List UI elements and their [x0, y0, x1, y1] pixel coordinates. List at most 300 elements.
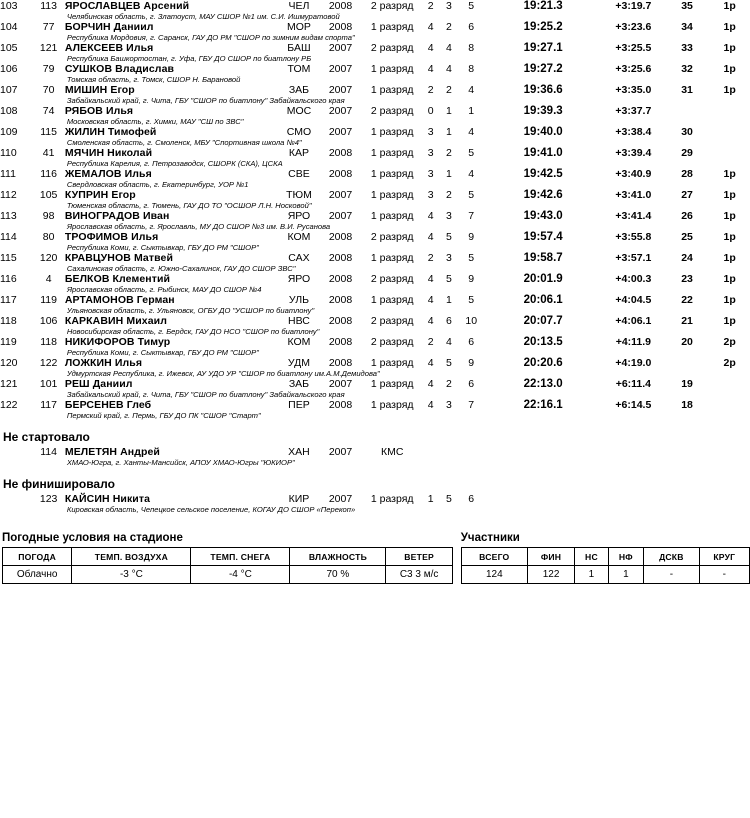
row-name: ЛОЖКИН Илья [64, 357, 143, 369]
row-shoot-1-cell [422, 21, 440, 33]
row-shoot-1: 4 [427, 42, 434, 54]
row-time: 19:27.2 [523, 63, 563, 75]
row-rank-cell [0, 42, 32, 54]
row-region-cell [280, 189, 319, 201]
row-year-cell [318, 63, 363, 75]
row-behind: +3:41.0 [615, 189, 652, 201]
row-category-cell [363, 336, 422, 348]
row-club: Ярославская область, г. Ярославль, МУ ДО СШОР №3 им. В.И. Русанова [66, 222, 331, 231]
row-spacer-1-cell [484, 357, 512, 369]
row-rank-cell [0, 231, 32, 243]
row-club-spacer [0, 458, 65, 467]
row-shoot-2: 1 [446, 294, 452, 306]
row-bib: 101 [39, 378, 58, 390]
row-shoot-1: 3 [427, 168, 434, 180]
row-category-cell [363, 273, 422, 285]
row-bib: 121 [39, 42, 58, 54]
row-spacer-1-cell [484, 446, 512, 458]
row-points-cell [665, 252, 710, 264]
row-time-cell [513, 273, 574, 285]
row-bib: 98 [42, 210, 55, 222]
participants-value-0: 124 [461, 566, 527, 584]
row-region: ЯРО [287, 273, 311, 285]
row-shoot-1-cell [422, 336, 440, 348]
row-category: 1 разряд [370, 493, 414, 505]
row-region-cell [280, 126, 319, 138]
row-points-cell [665, 210, 710, 222]
row-rank-category-cell [709, 84, 750, 96]
row-name: ВИНОГРАДОВ Иван [64, 210, 170, 222]
row-category-cell [363, 252, 422, 264]
row-bib: 115 [40, 126, 57, 138]
row-shoot-2: 5 [446, 357, 452, 369]
row-category-cell [363, 210, 422, 222]
row-shoot-2-cell [440, 168, 458, 180]
row-behind-cell [602, 378, 665, 390]
row-shoot-total-cell [458, 399, 484, 411]
row-rank: 112 [0, 189, 17, 201]
row-year: 2007 [328, 105, 353, 117]
row-behind-cell [602, 446, 665, 458]
row-year-cell [318, 105, 363, 117]
row-category-cell [363, 357, 422, 369]
table-row-club [0, 222, 750, 231]
row-rank-category: 1р [723, 210, 736, 222]
participants-header-0: ВСЕГО [461, 548, 527, 566]
row-shoot-total-cell [458, 273, 484, 285]
row-category: 1 разряд [370, 294, 414, 306]
table-row-club [0, 201, 750, 210]
row-rank-category-cell [709, 357, 750, 369]
row-region-cell [280, 21, 319, 33]
row-category: 1 разряд [370, 189, 414, 201]
row-name-cell [65, 336, 280, 348]
row-time-cell [513, 378, 574, 390]
row-year-cell [318, 147, 363, 159]
row-shoot-total-cell [458, 357, 484, 369]
participants-value-1: 122 [527, 566, 574, 584]
row-year-cell [318, 126, 363, 138]
row-year-cell [318, 42, 363, 54]
row-spacer-2-cell [574, 21, 602, 33]
row-category: 1 разряд [370, 357, 414, 369]
row-behind: +3:57.1 [615, 252, 652, 264]
participants-value-4: - [644, 566, 699, 584]
weather-value-3: 70 % [290, 566, 386, 584]
row-rank-cell [0, 446, 32, 458]
row-behind: +4:19.0 [615, 357, 652, 369]
row-club-spacer [0, 348, 65, 357]
row-points: 22 [681, 294, 693, 306]
table-row-club [0, 327, 750, 336]
row-shoot-1-cell [422, 294, 440, 306]
row-bib-cell [32, 294, 64, 306]
row-shoot-total-cell [458, 493, 484, 505]
row-club: Забайкальский край, г. Чита, ГБУ "СШОР по биатлону" Забайкальского края [66, 96, 345, 105]
row-name: НИКИФОРОВ Тимур [64, 336, 171, 348]
row-club: Ульяновская область, г. Ульяновск, ОГБУ ДО "УСШОР по биатлону" [66, 306, 315, 315]
row-bib: 122 [39, 357, 58, 369]
row-shoot-total: 6 [468, 493, 475, 505]
row-year-cell [318, 357, 363, 369]
row-name-cell [65, 252, 280, 264]
row-club-spacer [0, 54, 65, 63]
row-shoot-2-cell [440, 84, 458, 96]
weather-header-3: ВЛАЖНОСТЬ [290, 548, 386, 566]
row-year: 2008 [328, 147, 353, 159]
row-club: ХМАО-Югра, г. Ханты-Мансийск, АПОУ ХМАО-Югры "ЮКИОР" [66, 458, 295, 467]
row-club: Челябинская область, г. Златоуст, МАУ СШОР №1 им. С.И. Ишмуратовой [66, 12, 340, 21]
row-name: МЕЛЕТЯН Андрей [64, 446, 160, 458]
row-shoot-2: 4 [446, 42, 452, 54]
row-region-cell [280, 42, 319, 54]
row-rank: 119 [0, 336, 17, 348]
row-bib-cell [32, 189, 64, 201]
row-rank: 115 [0, 252, 17, 264]
row-club-spacer [0, 117, 65, 126]
row-points-cell [665, 336, 710, 348]
row-behind: +3:55.8 [615, 231, 652, 243]
table-row [0, 84, 750, 96]
weather-value-1: -3 °C [72, 566, 191, 584]
row-shoot-1-cell [422, 493, 440, 505]
table-row-club [0, 159, 750, 168]
row-behind: +3:23.6 [615, 21, 652, 33]
row-spacer-1-cell [484, 21, 512, 33]
row-shoot-total: 7 [468, 210, 475, 222]
row-spacer-1-cell [484, 84, 512, 96]
row-bib-cell [32, 231, 64, 243]
row-name-cell [65, 21, 280, 33]
row-bib-cell [32, 168, 64, 180]
row-spacer-2-cell [574, 336, 602, 348]
row-club: Смоленская область, г. Смоленск, МБУ "Спортивная школа №4" [66, 138, 302, 147]
row-year-cell [318, 378, 363, 390]
row-rank-category-cell [709, 105, 750, 117]
row-rank: 116 [0, 273, 17, 285]
row-shoot-2-cell [440, 446, 458, 458]
weather-header-4: ВЕТЕР [386, 548, 452, 566]
row-spacer-2-cell [574, 378, 602, 390]
row-shoot-total-cell [458, 105, 484, 117]
row-rank-cell [0, 378, 32, 390]
row-rank-cell [0, 147, 32, 159]
row-time: 22:16.1 [523, 399, 563, 411]
row-shoot-total-cell [458, 378, 484, 390]
row-time-cell [513, 231, 574, 243]
row-time-cell [513, 21, 574, 33]
row-year: 2008 [328, 294, 353, 306]
row-category-cell [363, 189, 422, 201]
row-year-cell [318, 336, 363, 348]
table-row-club [0, 96, 750, 105]
row-bib-cell [32, 493, 64, 505]
row-name: КРАВЦУНОВ Матвей [64, 252, 174, 264]
row-bib-cell [32, 63, 64, 75]
row-behind: +3:25.6 [615, 63, 652, 75]
row-rank-category-cell [709, 336, 750, 348]
row-name-cell [65, 273, 280, 285]
row-time-cell [513, 0, 574, 12]
row-shoot-1-cell [422, 357, 440, 369]
row-behind-cell [602, 273, 665, 285]
row-year: 2008 [328, 168, 353, 180]
row-points-cell [665, 315, 710, 327]
row-year-cell [318, 168, 363, 180]
row-rank-category-cell [709, 315, 750, 327]
row-points: 26 [681, 210, 693, 222]
row-category: 1 разряд [370, 399, 414, 411]
row-rank-category-cell [709, 42, 750, 54]
row-shoot-1: 4 [427, 315, 434, 327]
row-category-cell [363, 231, 422, 243]
row-shoot-2-cell [440, 126, 458, 138]
row-shoot-2-cell [440, 493, 458, 505]
row-region-cell [280, 84, 319, 96]
row-club: Тюменская область, г. Тюмень, ГАУ ДО ТО "ОСШОР Л.Н. Носковой" [66, 201, 312, 210]
row-shoot-1-cell [422, 168, 440, 180]
row-club: Республика Мордовия, г. Саранск, ГАУ ДО РМ "СШОР по зимним видам спорта" [66, 33, 355, 42]
row-year-cell [318, 0, 363, 12]
dns-section-title: Не стартовало [3, 430, 90, 444]
row-time-cell [513, 126, 574, 138]
row-shoot-total: 9 [468, 273, 475, 285]
row-club-spacer [0, 33, 65, 42]
row-behind: +4:00.3 [615, 273, 652, 285]
row-shoot-total-cell [458, 315, 484, 327]
row-spacer-1-cell [484, 63, 512, 75]
row-shoot-1-cell [422, 252, 440, 264]
row-shoot-total-cell [458, 84, 484, 96]
row-year: 2007 [328, 378, 353, 390]
participants-table [461, 547, 750, 584]
row-shoot-2-cell [440, 315, 458, 327]
row-shoot-1-cell [422, 0, 440, 12]
row-year-cell [318, 252, 363, 264]
row-shoot-2: 2 [446, 378, 452, 390]
row-year-cell [318, 84, 363, 96]
row-points: 24 [681, 252, 693, 264]
row-year: 2007 [328, 63, 353, 75]
row-spacer-1-cell [484, 378, 512, 390]
table-row-club [0, 180, 750, 189]
row-time: 19:36.6 [523, 84, 563, 96]
bottom-blocks [0, 532, 750, 584]
row-spacer-2-cell [574, 357, 602, 369]
row-shoot-1: 2 [427, 0, 434, 12]
list-item [0, 493, 750, 505]
row-name-cell [65, 294, 280, 306]
row-bib: 117 [40, 399, 57, 411]
row-time-cell [513, 493, 574, 505]
row-category: 1 разряд [370, 210, 414, 222]
table-row-club [0, 411, 750, 420]
weather-header-1: ТЕМП. ВОЗДУХА [72, 548, 191, 566]
row-name: ЯРОСЛАВЦЕВ Арсений [64, 0, 190, 12]
row-shoot-2-cell [440, 21, 458, 33]
row-bib-cell [32, 42, 64, 54]
row-points: 25 [681, 231, 693, 243]
row-name-cell [65, 378, 280, 390]
row-region-cell [280, 63, 319, 75]
row-region-cell [280, 147, 319, 159]
row-points-cell [665, 147, 710, 159]
row-region: ХАН [288, 446, 310, 458]
row-spacer-2-cell [574, 252, 602, 264]
row-shoot-2-cell [440, 105, 458, 117]
table-row [0, 294, 750, 306]
row-time: 20:20.6 [523, 357, 563, 369]
row-points-cell [665, 493, 710, 505]
row-points-cell [665, 21, 710, 33]
row-club-spacer [0, 411, 65, 420]
list-item-club [0, 505, 750, 514]
row-year: 2008 [328, 0, 353, 12]
row-points-cell [665, 231, 710, 243]
row-rank: 110 [0, 147, 17, 159]
row-shoot-1: 4 [427, 63, 434, 75]
row-region-cell [280, 378, 319, 390]
row-shoot-total-cell [458, 63, 484, 75]
row-club-spacer [0, 285, 65, 294]
row-spacer-2-cell [574, 231, 602, 243]
table-row-club [0, 306, 750, 315]
row-time-cell [513, 210, 574, 222]
row-points: 28 [681, 168, 693, 180]
row-club: Московская область, г. Химки, МАУ "СШ по ЗВС" [66, 117, 244, 126]
row-points-cell [665, 294, 710, 306]
row-shoot-total: 1 [468, 105, 475, 117]
row-bib-cell [32, 357, 64, 369]
row-time: 19:58.7 [523, 252, 563, 264]
row-behind-cell [602, 294, 665, 306]
row-shoot-2-cell [440, 42, 458, 54]
row-region: ПЕР [288, 399, 310, 411]
row-shoot-1: 4 [427, 294, 434, 306]
row-spacer-1-cell [484, 315, 512, 327]
dnf-table [0, 493, 750, 514]
table-row-club [0, 117, 750, 126]
table-row-club [0, 138, 750, 147]
table-row [0, 42, 750, 54]
dnf-section-title: Не финишировало [3, 477, 115, 491]
table-row [0, 273, 750, 285]
row-shoot-2-cell [440, 0, 458, 12]
row-spacer-2-cell [574, 105, 602, 117]
row-shoot-total: 8 [468, 42, 475, 54]
row-shoot-total: 5 [468, 0, 475, 12]
row-spacer-1-cell [484, 147, 512, 159]
row-shoot-total: 6 [468, 336, 475, 348]
row-name-cell [65, 399, 280, 411]
row-shoot-2: 5 [446, 273, 452, 285]
row-name: МИШИН Егор [64, 84, 135, 96]
row-rank-category: 2р [723, 336, 736, 348]
row-bib: 119 [40, 294, 57, 306]
row-rank-category-cell [709, 378, 750, 390]
row-rank: 103 [0, 0, 18, 12]
row-time-cell [513, 336, 574, 348]
row-spacer-2-cell [574, 399, 602, 411]
row-name: БЕРСЕНЕВ Глеб [64, 399, 152, 411]
row-time: 19:43.0 [523, 210, 563, 222]
row-behind-cell [602, 21, 665, 33]
row-rank-cell [0, 168, 32, 180]
row-rank-category-cell [709, 126, 750, 138]
row-rank-category-cell [709, 399, 750, 411]
row-bib: 105 [39, 189, 58, 201]
table-row [0, 399, 750, 411]
row-shoot-2: 2 [446, 189, 452, 201]
row-behind-cell [602, 84, 665, 96]
row-spacer-2-cell [574, 42, 602, 54]
row-time-cell [513, 168, 574, 180]
row-shoot-2-cell [440, 399, 458, 411]
row-year-cell [318, 399, 363, 411]
row-club: Республика Коми, г. Сыктывкар, ГБУ ДО РМ "СШОР" [66, 243, 259, 252]
weather-title: Погодные условия на стадионе [2, 532, 183, 544]
row-rank: 106 [0, 63, 18, 75]
row-region: МОР [286, 21, 311, 33]
row-year: 2008 [328, 252, 353, 264]
row-region-cell [280, 273, 319, 285]
row-year: 2008 [328, 21, 353, 33]
row-shoot-2-cell [440, 231, 458, 243]
table-row-club [0, 369, 750, 378]
row-bib-cell [32, 84, 64, 96]
row-rank-category-cell [709, 0, 750, 12]
row-rank-category-cell [709, 231, 750, 243]
row-category: 2 разряд [370, 0, 414, 12]
row-shoot-1: 4 [427, 21, 434, 33]
row-region-cell [280, 252, 319, 264]
table-row [0, 126, 750, 138]
row-category-cell [363, 378, 422, 390]
row-spacer-1-cell [484, 336, 512, 348]
row-shoot-total-cell [458, 189, 484, 201]
row-behind-cell [602, 336, 665, 348]
weather-table [2, 547, 453, 584]
row-year: 2008 [328, 357, 353, 369]
row-points-cell [665, 378, 710, 390]
row-name: БЕЛКОВ Клементий [64, 273, 171, 285]
row-shoot-1-cell [422, 147, 440, 159]
row-bib: 120 [39, 252, 58, 264]
row-time: 19:27.1 [523, 42, 563, 54]
row-bib: 79 [42, 63, 55, 75]
row-points-cell [665, 446, 710, 458]
row-bib: 4 [45, 273, 52, 285]
row-club-spacer [0, 138, 65, 147]
row-shoot-2: 3 [446, 0, 452, 12]
row-region: ЯРО [287, 210, 311, 222]
row-spacer-1-cell [484, 273, 512, 285]
row-category: 2 разряд [370, 42, 414, 54]
row-time-cell [513, 294, 574, 306]
row-name-cell [65, 231, 280, 243]
weather-header-0: ПОГОДА [3, 548, 72, 566]
row-points-cell [665, 273, 710, 285]
row-rank-category: 1р [723, 252, 736, 264]
row-time: 19:41.0 [523, 147, 563, 159]
row-category: 1 разряд [370, 21, 414, 33]
table-row-club [0, 54, 750, 63]
row-rank-cell [0, 273, 32, 285]
row-name: ЖИЛИН Тимофей [64, 126, 157, 138]
row-shoot-total-cell [458, 446, 484, 458]
row-rank-category-cell [709, 252, 750, 264]
row-rank: 121 [0, 378, 18, 390]
